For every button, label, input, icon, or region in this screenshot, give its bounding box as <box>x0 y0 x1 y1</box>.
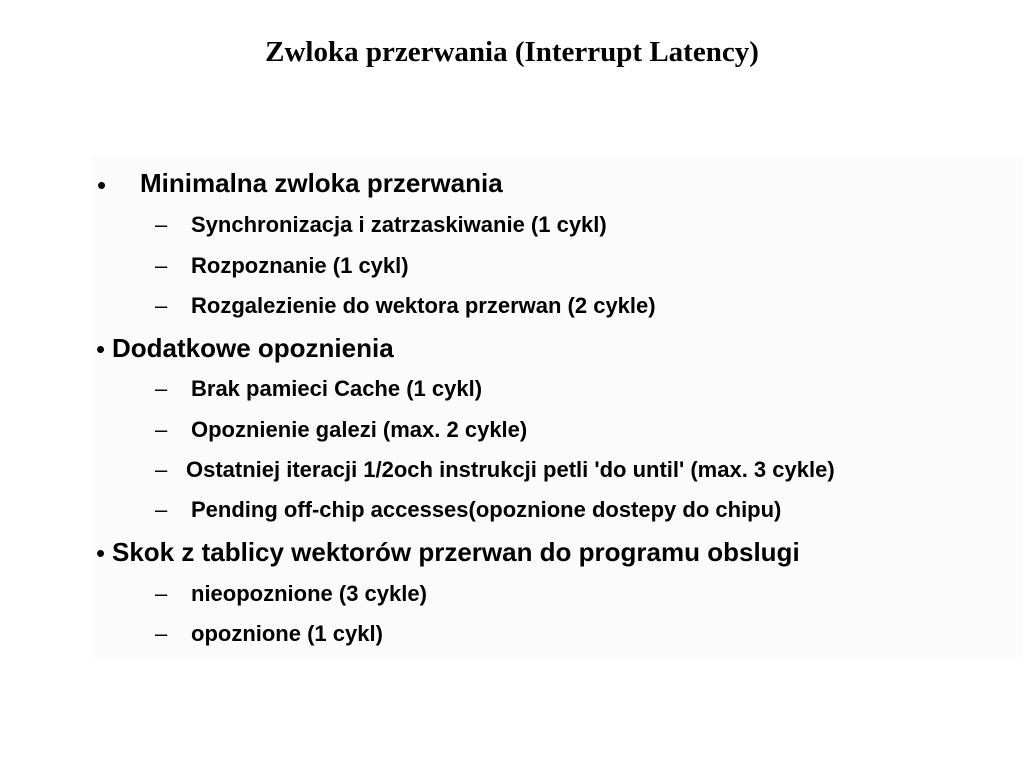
bullet-icon: • <box>97 170 107 200</box>
subitem-not-delayed: nieopoznione (3 cykle) <box>191 581 427 606</box>
dash-icon: – <box>155 376 168 401</box>
dash-icon: – <box>155 293 168 318</box>
bullet-icon: • <box>96 538 106 568</box>
dash-icon: – <box>155 581 168 606</box>
subitem-branch-delay: Opoznienie galezi (max. 2 cykle) <box>191 417 528 442</box>
bullet-icon: • <box>96 334 106 364</box>
dash-icon: – <box>155 457 168 482</box>
slide-title: Zwloka przerwania (Interrupt Latency) <box>265 36 759 68</box>
subitem-synchronization: Synchronizacja i zatrzaskiwanie (1 cykl) <box>191 212 607 237</box>
dash-icon: – <box>155 417 168 442</box>
dash-icon: – <box>155 621 168 646</box>
bullet-item-vector-jump: Skok z tablicy wektorów przerwan do programu obslugi <box>112 537 800 567</box>
subitem-branch-to-vector: Rozgalezienie do wektora przerwan (2 cykle) <box>191 293 656 318</box>
subitem-loop-iteration: Ostatniej iteracji 1/2och instrukcji petli 'do until' (max. 3 cykle) <box>186 457 835 482</box>
subitem-delayed: opoznione (1 cykl) <box>191 621 383 646</box>
bullet-item-minimal-latency: Minimalna zwloka przerwania <box>140 168 503 198</box>
dash-icon: – <box>155 497 168 522</box>
subitem-pending-accesses: Pending off-chip accesses(opoznione dostepy do chipu) <box>191 497 782 522</box>
subitem-recognition: Rozpoznanie (1 cykl) <box>191 253 409 278</box>
bullet-item-additional-delays: Dodatkowe opoznienia <box>112 333 394 363</box>
dash-icon: – <box>155 212 168 237</box>
subitem-cache-miss: Brak pamieci Cache (1 cykl) <box>191 376 483 401</box>
dash-icon: – <box>155 253 168 278</box>
